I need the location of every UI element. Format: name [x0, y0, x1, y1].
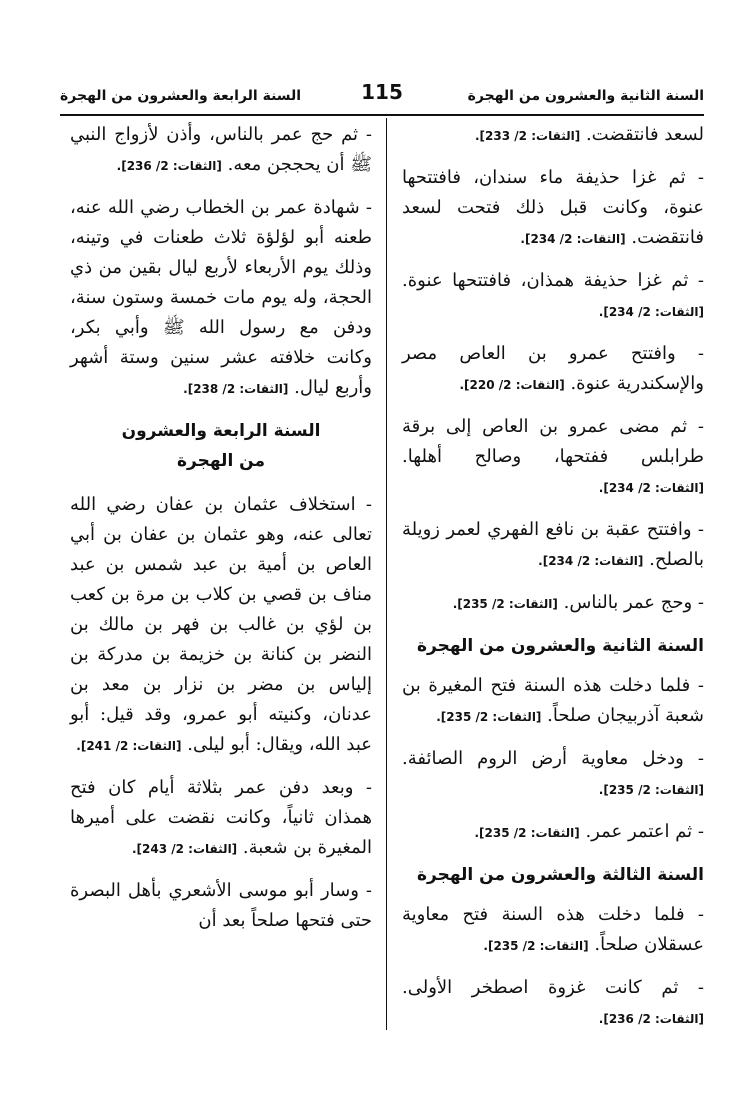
entry [402, 266, 704, 327]
entry [70, 773, 372, 864]
running-title-right: السنة الثانية والعشرون من الهجرة [467, 88, 704, 104]
page-header [60, 80, 704, 114]
right-column [402, 120, 704, 1046]
entry-text: - وسار أبو موسى الأشعري بأهل البصرة حتى فتحها صلحاً بعد أن [70, 880, 372, 931]
section-heading: السنة الثانية والعشرون من الهجرة [416, 636, 704, 656]
entry-text: - ثم غزا حذيفة ماء سندان، فافتتحها عنوة، وكانت قبل ذلك فتحت لسعد فانتقضت. [402, 167, 704, 248]
citation: [الثقات: 2/ 238]. [183, 382, 289, 396]
entry [70, 120, 372, 181]
entry [402, 515, 704, 576]
entry [70, 193, 372, 404]
entry [402, 120, 704, 151]
section-heading-line: السنة الرابعة والعشرون [121, 421, 321, 441]
citation: [الثقات: 2/ 241]. [76, 739, 182, 753]
entry-text: - ثم مضى عمرو بن العاص إلى برقة طرابلس ففتحها، وصالح أهلها. [402, 416, 704, 467]
header-rule [60, 114, 704, 116]
entry [402, 588, 704, 619]
entry-text: لسعد فانتقضت. [585, 124, 704, 145]
entry-text: - ثم كانت غزوة اصطخر الأولى. [402, 977, 704, 998]
left-column [70, 120, 372, 948]
page-number: 115 [361, 80, 403, 104]
entry-text: - ثم اعتمر عمر. [585, 821, 704, 842]
entry [402, 973, 704, 1034]
running-title-left: السنة الرابعة والعشرون من الهجرة [60, 88, 302, 104]
entry [402, 900, 704, 961]
citation: [الثقات: 2/ 235]. [436, 710, 542, 724]
citation: [الثقات: 2/ 234]. [598, 481, 704, 495]
entry [402, 817, 704, 848]
entry-text: - وحج عمر بالناس. [563, 592, 704, 613]
citation: [الثقات: 2/ 236]. [598, 1012, 704, 1026]
citation: [الثقات: 2/ 233]. [475, 129, 581, 143]
entry [402, 412, 704, 503]
section-heading: السنة الثالثة والعشرون من الهجرة [416, 865, 704, 885]
citation: [الثقات: 2/ 235]. [452, 597, 558, 611]
entry-text: - ثم حج عمر بالناس، وأذن لأزواج النبي ﷺ أن يحججن معه. [70, 124, 372, 175]
entry-text: - وبعد دفن عمر بثلاثة أيام كان فتح همذان ثانياً، وكانت نقضت على أميرها المغيرة بن شعبة. [70, 777, 372, 858]
entry-text: - فلما دخلت هذه السنة فتح المغيرة بن شعبة آذربيجان صلحاً. [402, 675, 704, 726]
entry [402, 339, 704, 400]
entry [402, 671, 704, 732]
citation: [الثقات: 2/ 234]. [598, 305, 704, 319]
citation: [الثقات: 2/ 235]. [483, 939, 589, 953]
citation: [الثقات: 2/ 234]. [520, 232, 626, 246]
entry-text: - استخلاف عثمان بن عفان رضي الله تعالى عنه، وهو عثمان بن عفان بن أبي العاص بن أمية بن عبد شمس بن عبد مناف بن قصي بن كلاب بن مرة بن كعب بن لؤي بن غالب بن فهر بن مالك بن النضر بن كنانة بن خزيمة بن مدركة بن إلياس بن مضر بن نزار بن معد بن عدنان، وكنيته أبو عمرو، وقد قيل: أبو عبد الله، ويقال: أبو ليلى. [70, 494, 372, 755]
entry-text: - فلما دخلت هذه السنة فتح معاوية عسقلان صلحاً. [402, 904, 704, 955]
entry-text: - ودخل معاوية أرض الروم الصائفة. [402, 748, 704, 769]
citation: [الثقات: 2/ 220]. [459, 378, 565, 392]
entry-text: - ثم غزا حذيفة همذان، فافتتحها عنوة. [402, 270, 704, 291]
column-divider [386, 118, 387, 1030]
entry-text: - شهادة عمر بن الخطاب رضي الله عنه، طعنه أبو لؤلؤة ثلاث طعنات في وتينه، وذلك يوم الأربعاء لأربع ليال بقين من ذي الحجة، وله يوم مات خمسة وستون سنة، ودفن مع رسول الله ﷺ وأبي بكر، وكانت خلافته عشر سنين وستة أشهر وأربع ليال. [70, 197, 372, 398]
section-heading-line: من الهجرة [176, 451, 266, 471]
citation: [الثقات: 2/ 235]. [474, 826, 580, 840]
entry [70, 490, 372, 761]
citation: [الثقات: 2/ 236]. [116, 159, 222, 173]
entry-text: - وافتتح عقبة بن نافع الفهري لعمر زويلة بالصلح. [402, 519, 704, 570]
entry [402, 744, 704, 805]
citation: [الثقات: 2/ 235]. [598, 783, 704, 797]
entry-text: - وافتتح عمرو بن العاص مصر والإسكندرية عنوة. [402, 343, 704, 394]
entry [402, 163, 704, 254]
citation: [الثقات: 2/ 234]. [538, 554, 644, 568]
section-heading [70, 416, 372, 476]
entry [70, 876, 372, 936]
citation: [الثقات: 2/ 243]. [131, 842, 238, 856]
